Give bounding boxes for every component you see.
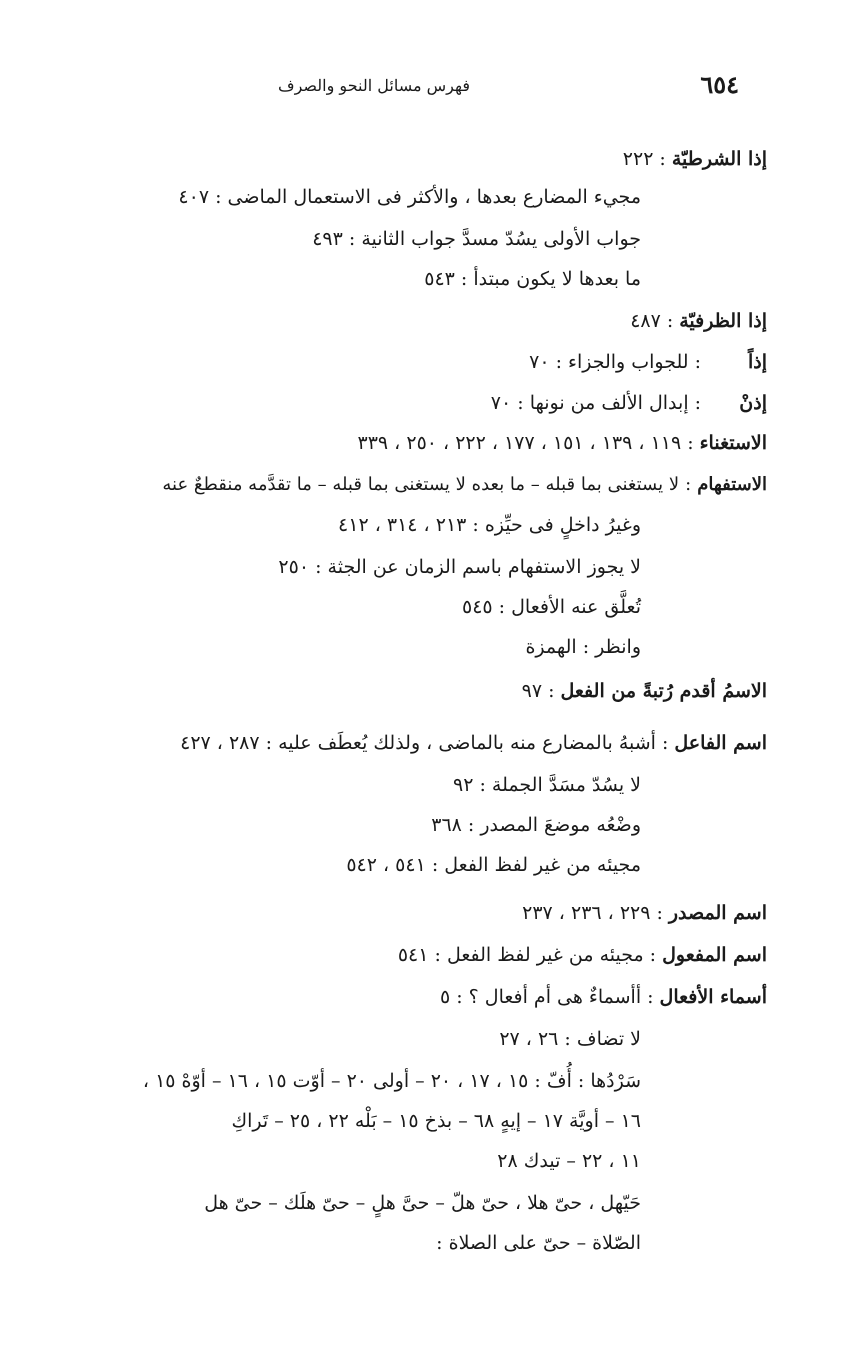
sub-entry: سَرْدُها : أُفّ : ١٥ ، ١٧ ، ٢٠ – أولى ٢٠ – أوّت ١٥ ، ١٦ – أوّهْ ١٥ ، xyxy=(142,1070,641,1092)
entry-text: لا يستغنى بما قبله – ما بعده لا يستغنى بما قبله – ما تقدَّمه منقطعٌ عنه xyxy=(162,474,680,495)
sub-entry: مجيئه من غير لفظ الفعل : ٥٤١ ، ٥٤٢ xyxy=(346,854,641,876)
sub-entry: ما بعدها لا يكون مبتدأ : ٥٤٣ xyxy=(424,268,641,290)
index-entry: اسم المفعول:مجيئه من غير لفظ الفعل : ٥٤١ xyxy=(397,944,767,966)
entry-pages: ٤٨٧ xyxy=(630,310,661,332)
entry-text: إبدال الألف من نونها : ٧٠ xyxy=(490,392,689,414)
entry-headword: الاستفهام xyxy=(697,474,767,495)
entry-pages: ١١٩ ، ١٣٩ ، ١٥١ ، ١٧٧ ، ٢٢٢ ، ٢٥٠ ، ٣٣٩ xyxy=(357,432,682,454)
index-entry: إذنْ:إبدال الألف من نونها : ٧٠ xyxy=(490,392,767,414)
index-entry: الاستفهام:لا يستغنى بما قبله – ما بعده لا يستغنى بما قبله – ما تقدَّمه منقطعٌ عنه xyxy=(162,474,767,495)
entry-headword: الاستغناء xyxy=(699,432,767,454)
sub-entry: الصّلاة – حىّ على الصلاة : xyxy=(436,1232,641,1254)
entry-pages: ٢٢٢ xyxy=(622,148,654,170)
sub-entry: حَيّهل ، حىّ هلا ، حىّ هلّ – حىَّ هلٍ – حىّ هلَك – حىّ هل xyxy=(204,1192,641,1214)
entry-headword: إذنْ xyxy=(739,392,767,414)
index-entry: الاسمُ أقدم رُتبةً من الفعل:٩٧ xyxy=(521,680,767,702)
entry-pages: ٢٢٩ ، ٢٣٦ ، ٢٣٧ xyxy=(522,902,651,924)
sub-entry: وضْعُه موضعَ المصدر : ٣٦٨ xyxy=(431,814,641,836)
entry-headword: اسم المفعول xyxy=(662,944,767,966)
sub-entry: وغيرُ داخلٍ فى حيِّزه : ٢١٣ ، ٣١٤ ، ٤١٢ xyxy=(338,514,641,536)
sub-entry: لا يسُدّ مسَدَّ الجملة : ٩٢ xyxy=(453,774,641,796)
entry-text: أشبهُ بالمضارع منه بالماضى ، ولذلك يُعطَف عليه : ٢٨٧ ، ٤٢٧ xyxy=(180,732,656,754)
page-number: ٦٥٤ xyxy=(700,70,739,99)
entry-headword: اسم المصدر xyxy=(668,902,767,924)
sub-entry: وانظر : الهمزة xyxy=(525,636,641,658)
index-entry: إذا الظرفيّة:٤٨٧ xyxy=(630,310,767,332)
index-entry: إذاً:للجواب والجزاء : ٧٠ xyxy=(529,351,767,373)
entry-text: مجيئه من غير لفظ الفعل : ٥٤١ xyxy=(397,944,644,966)
index-entry: أسماء الأفعال:أأسماءٌ هى أم أفعال ؟ : ٥ xyxy=(439,986,767,1008)
entry-text: للجواب والجزاء : ٧٠ xyxy=(529,351,689,373)
entry-headword: أسماء الأفعال xyxy=(659,986,767,1008)
page-header xyxy=(0,70,867,110)
index-entry: اسم الفاعل:أشبهُ بالمضارع منه بالماضى ، ولذلك يُعطَف عليه : ٢٨٧ ، ٤٢٧ xyxy=(180,732,767,754)
index-entry: إذا الشرطيّة:٢٢٢ xyxy=(622,148,767,170)
running-title: فهرس مسائل النحو والصرف xyxy=(278,76,471,95)
entry-text: أأسماءٌ هى أم أفعال ؟ : ٥ xyxy=(439,986,642,1008)
entry-headword: إذا الظرفيّة xyxy=(679,310,767,332)
sub-entry: ١٦ – أويَّة ١٧ – إيهٍ ٦٨ – بذخ ١٥ – بَلْه ٢٢ ، ٢٥ – تَراكِ xyxy=(231,1110,641,1132)
index-entry: الاستغناء:١١٩ ، ١٣٩ ، ١٥١ ، ١٧٧ ، ٢٢٢ ، ٢٥٠ ، ٣٣٩ xyxy=(357,432,767,454)
sub-entry: لا تضاف : ٢٦ ، ٢٧ xyxy=(499,1028,641,1050)
sub-entry: مجيء المضارع بعدها ، والأكثر فى الاستعمال الماضى : ٤٠٧ xyxy=(178,186,641,208)
sub-entry: تُعلَّق عنه الأفعال : ٥٤٥ xyxy=(462,596,641,618)
entry-headword: اسم الفاعل xyxy=(674,732,767,754)
sub-entry: ١١ ، ٢٢ – تيدك ٢٨ xyxy=(497,1150,641,1172)
index-entry: اسم المصدر:٢٢٩ ، ٢٣٦ ، ٢٣٧ xyxy=(522,902,767,924)
entry-headword: إذاً xyxy=(747,351,767,373)
entry-headword: الاسمُ أقدم رُتبةً من الفعل xyxy=(560,680,767,702)
entry-headword: إذا الشرطيّة xyxy=(671,148,767,170)
entry-pages: ٩٧ xyxy=(521,680,543,702)
sub-entry: جواب الأولى يسُدّ مسدَّ جواب الثانية : ٤٩٣ xyxy=(312,228,641,250)
sub-entry: لا يجوز الاستفهام باسم الزمان عن الجثة : ٢٥٠ xyxy=(278,556,641,578)
